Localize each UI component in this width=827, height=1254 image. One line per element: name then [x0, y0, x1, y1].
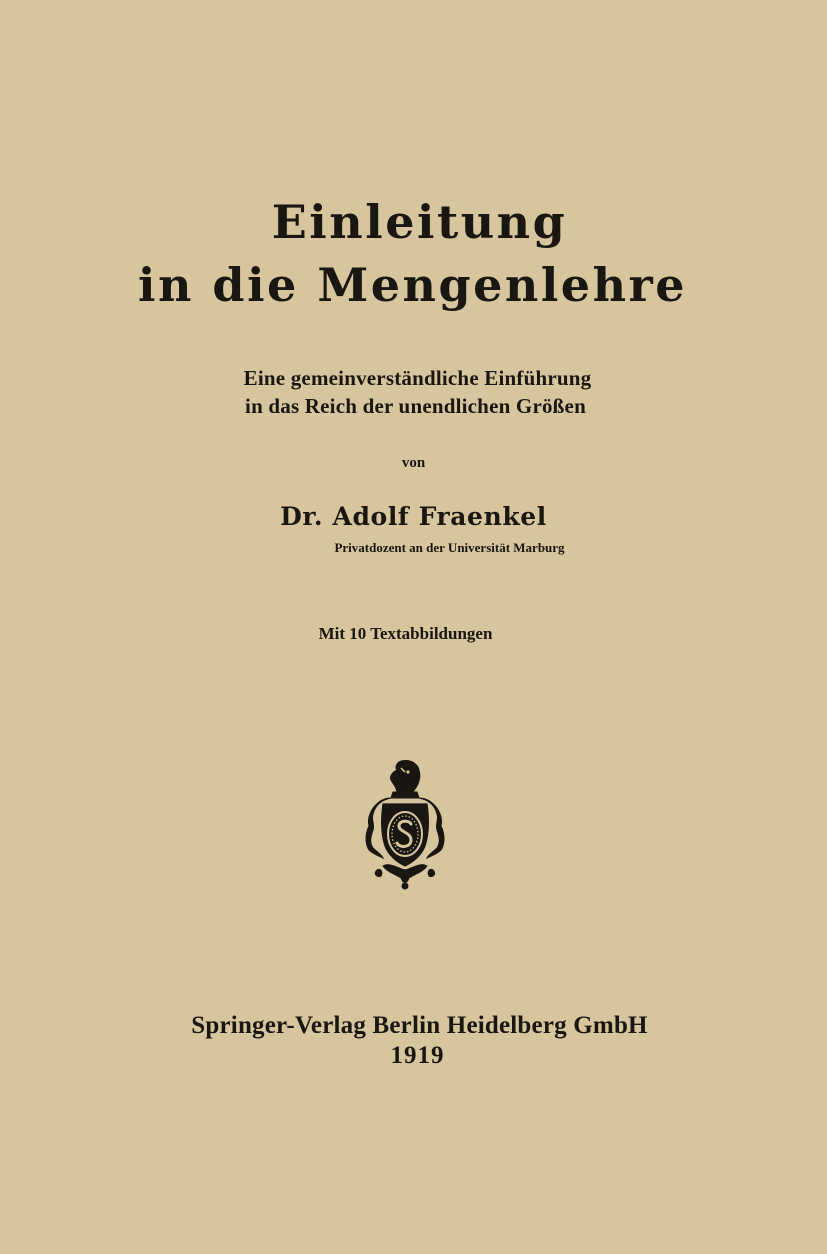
book-title-line-2: in die Mengenlehre	[137, 258, 688, 312]
illustrations-note: Mit 10 Textabbildungen	[318, 624, 493, 643]
author-name: Dr. Adolf Fraenkel	[280, 502, 547, 531]
publisher-knight-emblem-icon	[363, 758, 447, 892]
book-title-line-1: Einleitung	[271, 195, 568, 249]
subtitle-line-2: in das Reich der unendlichen Größen	[245, 394, 586, 418]
publisher-name: Springer-Verlag Berlin Heidelberg GmbH	[191, 1012, 648, 1039]
author-affiliation: Privatdozent an der Universität Marburg	[334, 540, 565, 555]
publication-year: 1919	[390, 1042, 445, 1069]
subtitle-line-1: Eine gemeinverständliche Einführung	[243, 366, 592, 390]
byline: von	[401, 455, 426, 471]
